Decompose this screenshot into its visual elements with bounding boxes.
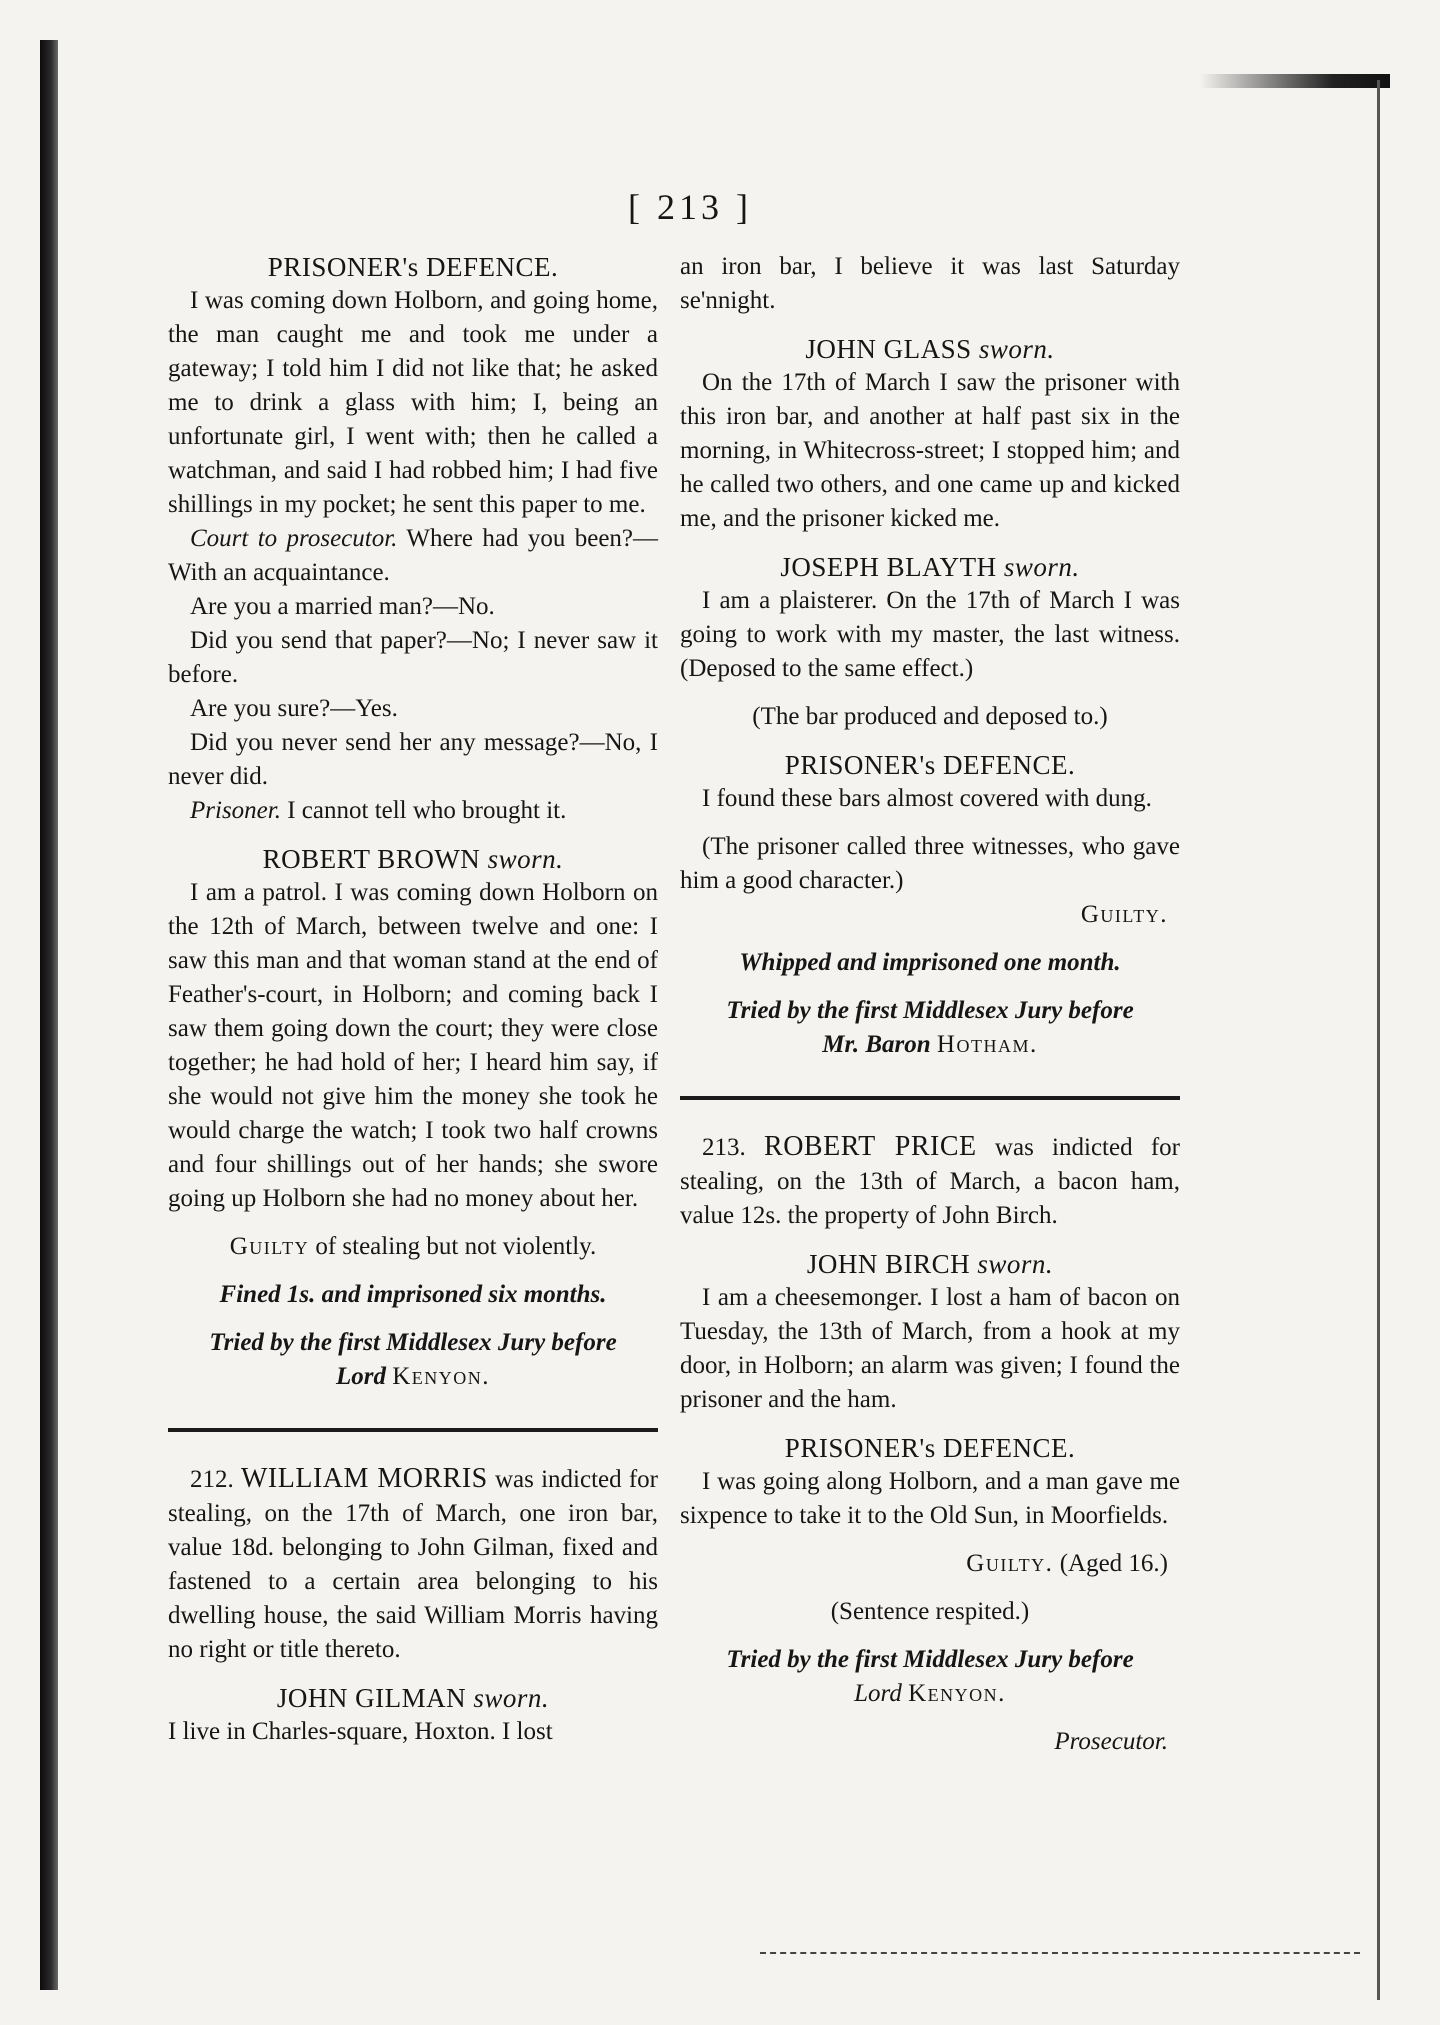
indictment-text: was indicted for stealing, on the 13th of March, a bacon ham, value 12s. the property of John Birch.: [680, 1134, 1181, 1229]
judge-title: Lord: [854, 1680, 909, 1707]
sentence: Fined 1s. and imprisoned six months.: [219, 1281, 607, 1308]
indictment-text: was indicted for stealing, on the 17th of March, one iron bar, value 18d. belonging to John Gilman, fixed and fastened to a certain area belonging to his dwelling house, the said William Morris having no right or title thereto.: [168, 1466, 658, 1663]
prisoner-text: I cannot tell who brought it.: [280, 797, 567, 824]
sentence: Whipped and imprisoned one month.: [739, 949, 1121, 976]
witness-heading: [168, 842, 658, 876]
tried-line-2: [168, 1360, 658, 1394]
verdict-guilty: Guilty.: [1080, 901, 1168, 928]
tried-line-2: [680, 1028, 1180, 1062]
defendant-name: ROBERT PRICE: [764, 1131, 977, 1162]
witness-name: JOHN GLASS: [805, 334, 972, 364]
case-212: [168, 1462, 658, 1667]
defence-heading: PRISONER's DEFENCE.: [784, 1433, 1076, 1463]
binding-shadow: [40, 40, 58, 1990]
sentence: (Sentence respited.): [830, 1598, 1030, 1625]
defendant-name: WILLIAM MORRIS: [240, 1463, 488, 1494]
tried-line-1: Tried by the first Middlesex Jury before: [209, 1329, 617, 1356]
court-question-text: Where had you been?—With an acquaintance.: [168, 525, 659, 586]
verdict-detail: of stealing but not violently.: [309, 1233, 597, 1260]
sworn-label: sworn.: [473, 1683, 550, 1713]
witness-name: JOHN BIRCH: [806, 1249, 971, 1279]
court-note: (The prisoner called three witnesses, who gave him a good character.): [680, 833, 1180, 894]
verdict: [680, 1547, 1180, 1581]
case-number: 212.: [190, 1466, 234, 1493]
witness-testimony: I am a patrol. I was coming down Holborn on the 12th of March, between twelve and one: I saw this man and that woman stand at the end of Feather's-court, in Holborn; and coming back I saw them going down the court; they were close together; he had hold of her; I heard him say, if she would not give him the money she took he would charge the watch; I took two half crowns and four shillings out of her hands; she swore going up Holborn she had no money about her.: [168, 879, 658, 1212]
sworn-label: sworn.: [978, 334, 1055, 364]
sworn-label: sworn.: [1003, 552, 1080, 582]
judge-title: Mr. Baron: [822, 1031, 937, 1058]
witness-testimony: I am a plaisterer. On the 17th of March I was going to work with my master, the last witness. (Deposed to the same effect.): [680, 587, 1180, 682]
judge-title: Lord: [335, 1363, 393, 1390]
judge-name: Hotham.: [936, 1031, 1038, 1058]
scan-edge-right: [1377, 80, 1380, 2000]
page-number: [ 213 ]: [628, 187, 752, 227]
prisoner-statement: [168, 794, 658, 828]
defence-text: I found these bars almost covered with dung.: [702, 785, 1152, 812]
verdict-age: (Aged 16.): [1053, 1550, 1168, 1577]
witness-heading: [680, 332, 1180, 366]
verdict-guilty: Guilty: [229, 1233, 310, 1260]
defence-text: I was going along Holborn, and a man gave me sixpence to take it to the Old Sun, in Moorfields.: [680, 1468, 1180, 1529]
witness-name: JOSEPH BLAYTH: [780, 552, 997, 582]
case-divider: [680, 1096, 1180, 1100]
case-number: 213.: [702, 1134, 746, 1161]
dotted-rule: [760, 1952, 1360, 1954]
judge-name: Kenyon.: [908, 1680, 1006, 1707]
tried-line-2: [680, 1677, 1180, 1711]
defence-heading: PRISONER's DEFENCE.: [784, 750, 1076, 780]
witness-name: JOHN GILMAN: [276, 1683, 467, 1713]
verdict: [168, 1230, 658, 1264]
tried-line-1: Tried by the first Middlesex Jury before: [726, 1646, 1134, 1673]
witness-testimony: I am a cheesemonger. I lost a ham of bacon on Tuesday, the 13th of March, from a hook at my door, in Holborn; an alarm was given; I found the prisoner and the ham.: [680, 1284, 1180, 1413]
case-divider: [168, 1428, 658, 1432]
prosecutor-note: Prosecutor.: [1054, 1728, 1168, 1755]
question-paper: Did you send that paper?—No; I never saw it before.: [168, 627, 658, 688]
witness-name: ROBERT BROWN: [262, 844, 481, 874]
right-column: [680, 250, 1180, 1759]
left-column: [168, 250, 658, 1749]
question-married: Are you a married man?—No.: [190, 593, 495, 620]
tried-line-1: Tried by the first Middlesex Jury before: [726, 997, 1134, 1024]
judge-name: Kenyon.: [392, 1363, 491, 1390]
witness-heading: [680, 1247, 1180, 1281]
testimony-continued: an iron bar, I believe it was last Saturday se'nnight.: [680, 253, 1180, 314]
witness-testimony: On the 17th of March I saw the prisoner with this iron bar, and another at half past six in the morning, in Whitecross-street; I stopped him; and he called two others, and one came up and kicked me, and the prisoner kicked me.: [680, 369, 1180, 532]
scan-edge-top: [1200, 74, 1390, 88]
prisoner-label: Prisoner.: [190, 797, 281, 824]
defence-heading: PRISONER's DEFENCE.: [267, 252, 559, 282]
question-message: Did you never send her any message?—No, I never did.: [168, 729, 658, 790]
defence-text: I was coming down Holborn, and going home, the man caught me and took me under a gateway; I told him I did not like that; he asked me to drink a glass with him; I, being an unfortunate girl, I went with; then he called a watchman, and said I had robbed him; I had five shillings in my pocket; he sent this paper to me.: [168, 287, 658, 518]
verdict-guilty: Guilty.: [966, 1550, 1054, 1577]
witness-heading: [168, 1681, 658, 1715]
question-sure: Are you sure?—Yes.: [190, 695, 398, 722]
sworn-label: sworn.: [977, 1249, 1054, 1279]
witness-testimony: I live in Charles-square, Hoxton. I lost: [168, 1718, 553, 1745]
court-label: Court to prosecutor.: [190, 525, 398, 552]
sworn-label: sworn.: [487, 844, 564, 874]
court-note: (The bar produced and deposed to.): [752, 703, 1108, 730]
court-question: [168, 522, 658, 590]
witness-heading: [680, 550, 1180, 584]
case-213: [680, 1130, 1180, 1233]
